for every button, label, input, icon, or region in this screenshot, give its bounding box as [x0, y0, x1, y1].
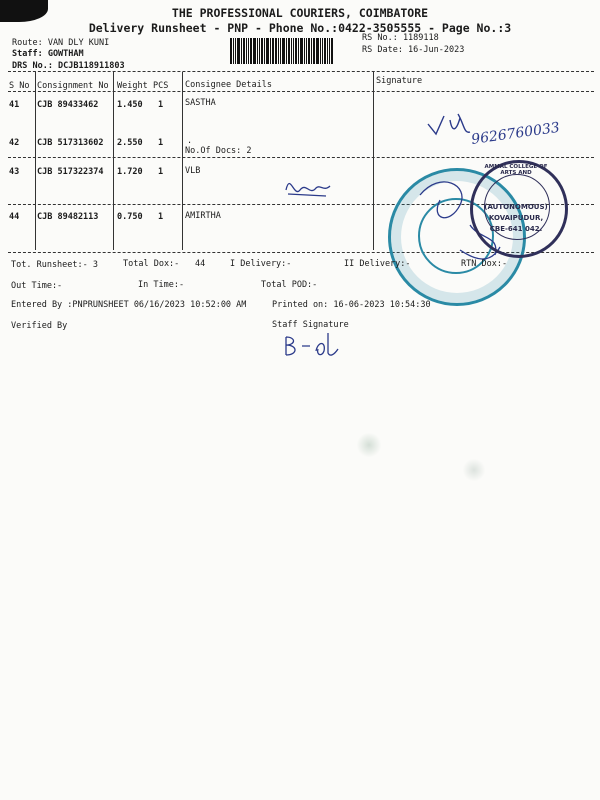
row-weight: 1.720 [117, 167, 143, 177]
column-divider [182, 72, 183, 250]
total-dox-value: 44 [195, 259, 206, 269]
handwritten-phone-note: 9626760033 [470, 119, 561, 148]
col-header-weight: Weight [117, 81, 148, 91]
column-divider [373, 72, 374, 250]
seal-place: KOVAIPUDUR, [488, 214, 544, 222]
row-pcs: 1 [158, 138, 164, 148]
total-dox-label: Total Dox:- [123, 259, 180, 269]
staff-label: Staff: GOWTHAM [12, 49, 84, 59]
handwritten-signature-43 [280, 168, 340, 202]
row-pcs: 1 [158, 167, 164, 177]
row-sno: 44 [9, 212, 20, 222]
staff-signature-label: Staff Signature [272, 320, 349, 330]
ii-delivery: II Delivery:- [344, 259, 411, 269]
out-time: Out Time:- [11, 281, 63, 291]
route-label: Route: VAN DLY KUNI [12, 38, 110, 48]
row-consignee: AMIRTHA [185, 211, 221, 221]
i-delivery: I Delivery:- [230, 259, 292, 269]
table-top-rule [8, 71, 594, 72]
handwritten-signature-41 [420, 104, 595, 154]
seal-pin: CBE-641 042. [489, 225, 543, 233]
row-consignment: CJB 89482113 [37, 212, 99, 222]
row-pcs: 1 [158, 100, 164, 110]
in-time: In Time:- [138, 280, 185, 290]
company-title: THE PROFESSIONAL COURIERS, COIMBATORE [171, 6, 429, 20]
row-weight: 1.450 [117, 100, 143, 110]
col-header-consignment: Consignment No [37, 81, 109, 91]
col-header-signature: Signature [376, 76, 423, 86]
total-pod: Total POD:- [261, 280, 318, 290]
row-sno: 42 [9, 138, 20, 148]
rtn-dox: RTN Dox:- [461, 259, 508, 269]
row-rule [8, 157, 594, 158]
staff-handwritten-signature [282, 331, 352, 359]
row-consignment: CJB 517313602 [37, 138, 104, 148]
row-sno: 41 [9, 100, 20, 110]
printed-on: Printed on: 16-06-2023 10:54:30 [272, 300, 431, 310]
row-weight: 2.550 [117, 138, 143, 148]
verified-by: Verified By [11, 321, 68, 331]
row-consignee: SASTHA [185, 98, 216, 108]
row-consignment: CJB 89433462 [37, 100, 99, 110]
column-divider [113, 72, 114, 250]
entered-by: Entered By :PNPRUNSHEET 06/16/2023 10:52:00 AM [11, 300, 247, 310]
rs-date: RS Date: 16-Jun-2023 [362, 45, 465, 55]
scan-speck [463, 458, 485, 482]
row-doc-count: No.Of Docs: 2 [185, 146, 252, 156]
column-divider [35, 72, 36, 250]
scan-speck [357, 432, 381, 458]
seal-autonomous: (AUTONOMOUS) [484, 203, 548, 211]
row-consignee: . [187, 136, 193, 146]
row-consignment: CJB 517322374 [37, 167, 104, 177]
rs-number: RS No.: 1189118 [362, 33, 439, 43]
row-weight: 0.750 [117, 212, 143, 222]
row-pcs: 1 [158, 212, 164, 222]
total-runsheet: Tot. Runsheet:- 3 [11, 260, 98, 270]
drs-number: DRS No.: DCJB118911803 [12, 61, 125, 71]
col-header-consignee: Consignee Details [185, 80, 272, 90]
seal-college-name: AMMAL COLLEGE OF ARTS AND [484, 164, 548, 176]
runsheet-subtitle: Delivery Runsheet - PNP - Phone No.:0422-3505555 - Page No.:3 [88, 21, 512, 35]
row-sno: 43 [9, 167, 20, 177]
row-consignee: VLB [185, 166, 201, 176]
col-header-sno: S No [9, 81, 30, 91]
table-header-rule [8, 91, 594, 92]
barcode [230, 38, 356, 64]
col-header-pcs: PCS [153, 81, 169, 91]
